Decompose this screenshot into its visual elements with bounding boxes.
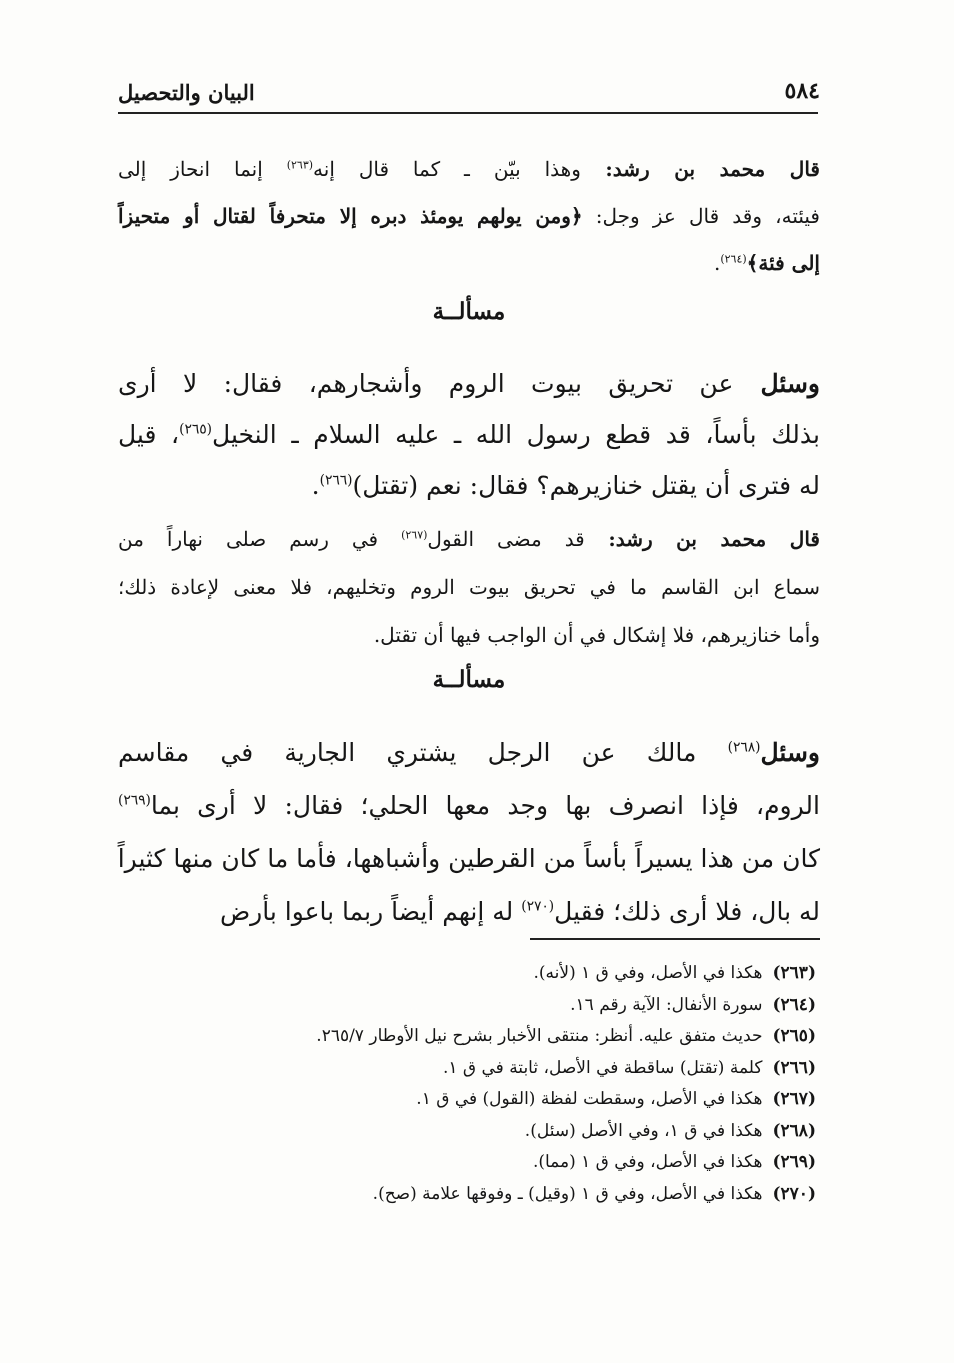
footnote-item	[118, 1179, 816, 1211]
footnote-item	[118, 1116, 816, 1148]
footnote-number: (٢٦٣)	[772, 963, 816, 983]
text-line	[118, 563, 820, 611]
text-run: له بال، فلا أرى ذلك؛ فقيل	[554, 897, 820, 926]
section-heading-2: مسألــة	[432, 666, 506, 693]
footnote-item	[118, 990, 816, 1022]
footnote-text: هكذا في الأصل، وفي ق ١ (لأنه).	[533, 963, 763, 983]
footnote-text: سورة الأنفال: الآية رقم ١٦.	[570, 994, 763, 1015]
text-run: له فترى أن يقتل خنازيرهم؟ فقال: نعم (تقتل)	[352, 471, 820, 500]
text-line	[118, 611, 820, 659]
text-line	[118, 460, 820, 511]
footnote-ref: (٢٦٧)	[401, 528, 428, 542]
text-run: وسئل	[760, 738, 820, 767]
paragraph-1	[118, 146, 820, 287]
text-line	[118, 409, 820, 460]
footnote-text: هكذا في الأصل، وفي ق ١ (مما).	[532, 1152, 763, 1172]
footnote-text: هكذا في ق ١، وفي الأصل (سئل).	[524, 1120, 763, 1141]
paragraph-4	[118, 726, 820, 938]
footnote-ref: (٢٦٤)	[720, 252, 747, 266]
footnote-number: (٢٦٩)	[772, 1152, 816, 1172]
footnote-item	[118, 1053, 816, 1085]
header-rule	[118, 112, 818, 114]
text-line	[118, 885, 820, 938]
text-run: كان من هذا يسيراً بأساً من القرطين وأشباهها، فأما ما كان منها كثيراً	[117, 844, 820, 873]
text-line	[118, 193, 820, 240]
footnote-ref: (٢٦٩)	[118, 792, 151, 809]
page-number: ٥٨٤	[784, 78, 820, 104]
footnote-text: كلمة (تقتل) ساقطة في الأصل، ثابتة في ق ١.	[442, 1057, 763, 1078]
text-run: إلى فئة﴾	[746, 251, 820, 275]
footnote-ref: (٢٧٠)	[521, 898, 555, 915]
footnote-number: (٢٦٨)	[772, 1120, 816, 1141]
text-run: له إنهم أيضاً ربما باعوا بأرض	[219, 897, 522, 926]
footnote-item	[118, 1147, 816, 1179]
text-run: ﴿ومن يولهم يومئذ دبره إلا متحرفاً لقتال أو متحيزاً	[118, 204, 583, 228]
text-line	[118, 779, 820, 832]
footnote-text: هكذا في الأصل، وفي ق ١ (وقيل) ـ وفوقها علامة (صح).	[372, 1183, 763, 1204]
text-line	[118, 515, 820, 563]
footnote-number: (٢٧٠)	[772, 1183, 816, 1204]
text-run: وسئل	[733, 369, 820, 398]
text-run: وأما خنازيرهم، فلا إشكال في أن الواجب فيها أن تقتل.	[373, 623, 820, 647]
text-run: ، قيل	[118, 420, 180, 449]
footnote-number: (٢٦٦)	[772, 1057, 816, 1078]
text-run: الروم، فإذا انصرف بها وجد معها الحلي؛ فقال: لا أرى بما	[150, 791, 820, 820]
text-run: وهذا بيّن ـ كما قال إنه	[313, 157, 581, 181]
paragraph-3	[118, 515, 820, 659]
section-heading-1: مسألــة	[432, 298, 506, 325]
footnote-number: (٢٦٤)	[772, 994, 816, 1015]
footnote-ref: (٢٦٦)	[319, 472, 353, 489]
text-run: بذلك بأساً، قد قطع رسول الله ـ عليه السلام ـ النخيل	[212, 420, 820, 449]
footnote-rule	[530, 938, 820, 940]
text-line	[118, 358, 820, 409]
footnote-item	[118, 1021, 816, 1053]
paragraph-2	[118, 358, 820, 511]
text-run: .	[713, 251, 721, 275]
text-line	[118, 832, 820, 885]
footnote-ref: (٢٦٥)	[179, 421, 213, 438]
text-run: قال محمد بن رشد:	[584, 527, 820, 551]
footnote-item	[118, 958, 816, 990]
footnote-number: (٢٦٥)	[772, 1026, 816, 1046]
footnotes	[118, 958, 816, 1210]
text-run: قال محمد بن رشد:	[580, 157, 820, 181]
text-run: فيئته، وقد قال عز وجل:	[582, 204, 820, 228]
text-line	[118, 146, 820, 193]
text-run: .	[311, 471, 320, 500]
footnote-text: حديث متفق عليه. أنظر: منتقى الأخبار بشرح نيل الأوطار ٢٦٥/٧.	[316, 1026, 763, 1046]
text-run: سماع ابن القاسم ما في تحريق بيوت الروم وتخليهم، فلا معنى لإعادة ذلك؛	[118, 575, 820, 599]
footnote-ref: (٢٦٣)	[286, 158, 314, 172]
text-run: في رسم صلى نهاراً من	[118, 527, 402, 551]
footnote-item	[118, 1084, 816, 1116]
footnote-ref: (٢٦٨)	[727, 739, 761, 756]
text-line	[118, 240, 820, 287]
text-run: عن تحريق بيوت الروم وأشجارهم، فقال: لا أرى	[118, 369, 734, 398]
footnote-number: (٢٦٧)	[772, 1089, 816, 1109]
footnote-text: هكذا في الأصل، وسقطت لفظة (القول) في ق ١.	[416, 1089, 763, 1109]
running-title: البيان والتحصيل	[118, 80, 255, 105]
text-line	[118, 726, 820, 779]
text-run: قد مضى القول	[427, 527, 585, 551]
text-run: إنما انحاز إلى	[118, 157, 287, 181]
text-run: مالك عن الرجل يشتري الجارية في مقاسم	[118, 738, 728, 767]
